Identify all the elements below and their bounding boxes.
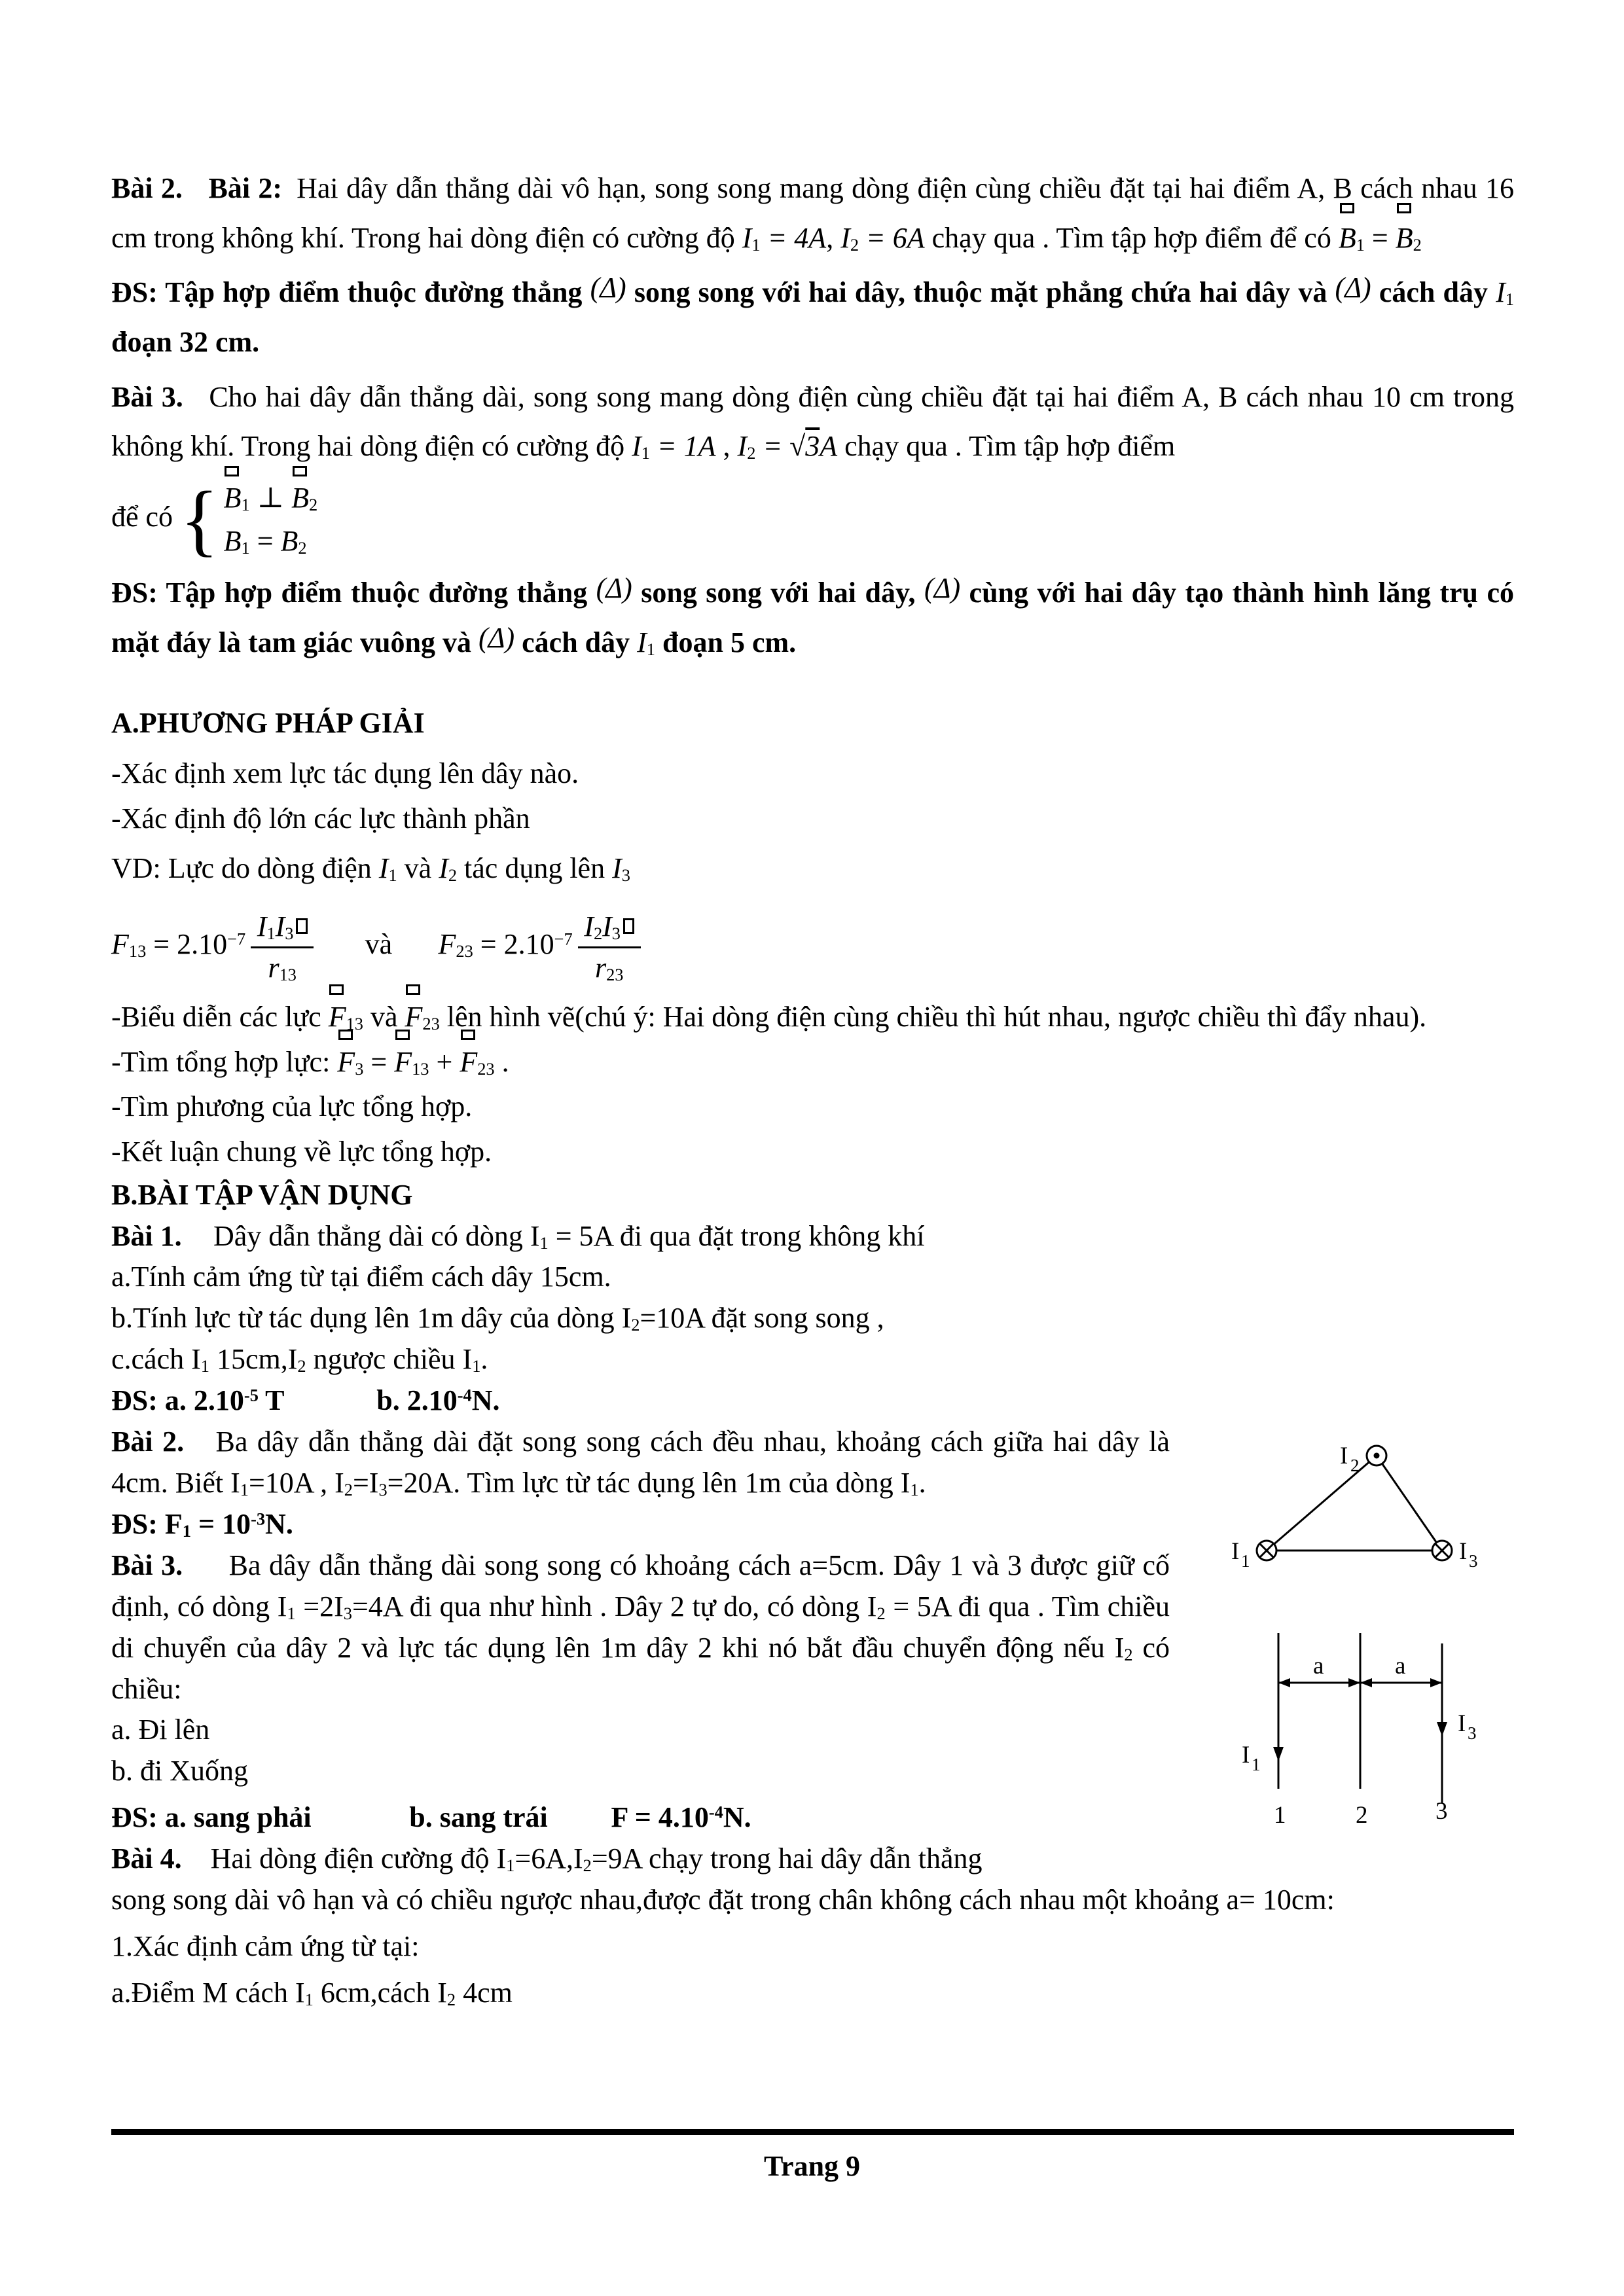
- text-run: B: [291, 476, 309, 520]
- text-run: 2: [448, 865, 458, 885]
- text-run: 2: [631, 1315, 640, 1335]
- text-run: b. 2.10: [376, 1384, 458, 1417]
- text-run: 2: [297, 1356, 306, 1376]
- text-run: +: [429, 1045, 460, 1078]
- text-run: I: [257, 910, 267, 942]
- text-run: -Tìm tổng hợp lực:: [111, 1045, 338, 1078]
- text-run: =10A , I: [248, 1466, 344, 1499]
- exercise-b4-q1a: [111, 1973, 1514, 2014]
- text-run: 2: [344, 1479, 353, 1499]
- text-run: =10A đặt song song ,: [640, 1302, 884, 1335]
- text-run: Bài 3.: [111, 380, 183, 413]
- text-run: r: [594, 952, 607, 984]
- text-run: a.Điểm M cách I: [111, 1976, 305, 2009]
- text-run: 2: [850, 234, 859, 255]
- text-run: (Δ): [1335, 272, 1371, 304]
- text-run: Cho hai dây dẫn thẳng dài, song song mang dòng điện cùng chiều đặt tại hai điểm A, B cách nhau 10 cm trong không khí. Trong hai dòng điện có cường độ: [111, 380, 1514, 463]
- text-run: cùng với hai dây tạo thành hình lăng trụ có mặt đáy là tam giác vuông và: [111, 577, 1515, 658]
- label-i3-sub: 3: [1469, 1551, 1478, 1571]
- text-run: ,: [826, 221, 841, 254]
- exercise-b1-a: [111, 1257, 1514, 1298]
- text-run: 23: [422, 1013, 440, 1033]
- arrowhead-right: [1348, 1678, 1360, 1687]
- text-run: I: [840, 221, 850, 254]
- text-run: song song dài vô hạn và có chiều ngược nhau,được đặt trong chân không cách nhau một khoảng a= 10cm:: [111, 1884, 1335, 1916]
- vector-mark: [406, 984, 420, 995]
- text-run: Bài 4.: [111, 1842, 182, 1875]
- text-run: 2: [1413, 234, 1422, 255]
- text-run: B.BÀI TẬP VẬN DỤNG: [111, 1178, 413, 1211]
- text-run: (Δ): [590, 272, 626, 304]
- label-i3: I: [1458, 1710, 1466, 1738]
- text-run: = 1: [649, 430, 698, 463]
- method-step-5: [111, 1085, 1514, 1130]
- text-run: A: [820, 430, 838, 463]
- label-wire-1: 1: [1274, 1802, 1286, 1829]
- fraction-numerator: [251, 908, 314, 948]
- current-into-page-symbol-i3: [1432, 1541, 1452, 1560]
- current-into-page-symbol-i1: [1257, 1541, 1276, 1560]
- method-step-3: [111, 995, 1514, 1040]
- text-run: -Xác định xem lực tác dụng lên dây nào.: [111, 757, 579, 789]
- text-run: B: [280, 525, 298, 558]
- text-run: N.: [471, 1384, 500, 1417]
- text-run: = 2.10: [146, 928, 228, 961]
- fraction-denominator: [251, 948, 314, 986]
- text-run: 3: [621, 865, 630, 885]
- text-run: = 6: [859, 221, 907, 254]
- text-run: c.cách I: [111, 1343, 201, 1376]
- exercise-b1: [111, 1216, 1514, 1257]
- fraction: [578, 908, 641, 986]
- text-run: .: [480, 1343, 488, 1376]
- text-run: ngược chiều I: [306, 1343, 473, 1376]
- answer-3: [111, 568, 1514, 667]
- text-run: Bài 2.: [111, 1426, 185, 1458]
- text-run: I: [584, 910, 594, 942]
- text-run: =: [249, 525, 281, 558]
- text-run: F: [460, 1040, 477, 1085]
- text-run: 3: [611, 923, 621, 943]
- text-run: I: [612, 852, 622, 885]
- text-run: 2: [298, 537, 307, 558]
- text-run: =9A chạy trong hai dây dẫn thẳng: [591, 1842, 983, 1875]
- text-run: F: [405, 995, 423, 1040]
- text-run: 1: [241, 537, 250, 558]
- text-run: 6cm,cách I: [313, 1976, 447, 2009]
- text-run: b. đi Xuống: [111, 1755, 248, 1787]
- current-direction-arrow-wire1: [1273, 1747, 1284, 1761]
- arrowhead-right: [1430, 1678, 1442, 1687]
- text-run: VD: Lực do dòng điện: [111, 852, 379, 885]
- text-run: 2: [446, 1989, 456, 2009]
- condition-system: [111, 476, 1514, 563]
- label-distance-a-left: a: [1313, 1653, 1324, 1680]
- text-run: F: [329, 995, 346, 1040]
- text-run: .: [918, 1466, 926, 1499]
- answer-b1: [111, 1380, 1514, 1422]
- text-run: a. Đi lên: [111, 1713, 210, 1746]
- dot-symbol: [1374, 1453, 1380, 1459]
- text-run: 13: [128, 941, 147, 961]
- fraction-denominator: [578, 948, 641, 986]
- text-run: 1: [266, 923, 276, 943]
- text-run: Bài 1.: [111, 1219, 182, 1252]
- text-run: I: [439, 852, 448, 885]
- text-run: 4cm: [456, 1976, 513, 2009]
- text-run: -4: [708, 1802, 723, 1822]
- text-run: I: [742, 221, 752, 254]
- text-run: đoạn 32 cm.: [111, 326, 260, 359]
- text-run: 1: [910, 1479, 919, 1499]
- text-run: 23: [606, 964, 624, 984]
- missing-glyph-box: [623, 918, 635, 935]
- text-run: ĐS: a. 2.10: [111, 1384, 244, 1417]
- figures-panel: [1200, 1429, 1514, 1828]
- text-run: chạy qua . Tìm tập hợp điểm: [837, 430, 1176, 463]
- text-run: −7: [227, 929, 246, 949]
- text-run: 2: [876, 1603, 886, 1623]
- text-run: 1: [641, 443, 650, 463]
- text-run: N.: [265, 1507, 293, 1540]
- text-run: ⊥: [249, 482, 292, 514]
- text-run: 1: [1356, 234, 1365, 255]
- text-run: T: [258, 1384, 285, 1417]
- text-run: và: [363, 1001, 405, 1033]
- label-i2: I: [1340, 1443, 1348, 1470]
- text-run: I: [737, 430, 748, 463]
- text-run: F: [337, 1040, 355, 1085]
- text-run: 3: [285, 923, 294, 943]
- text-run: 1: [304, 1989, 314, 2009]
- text-run: 1: [388, 865, 397, 885]
- text-run: .: [494, 1045, 509, 1078]
- text-run: =: [1364, 221, 1396, 254]
- text-run: √: [789, 430, 806, 463]
- text-run: 1.Xác định cảm ứng từ tại:: [111, 1929, 420, 1962]
- force-formulas: [111, 908, 1514, 986]
- heading-exercises: [111, 1175, 1514, 1216]
- text-run: =2I: [295, 1590, 344, 1623]
- method-step-2: [111, 797, 1514, 842]
- exercise-b4-line1: [111, 1839, 1514, 1880]
- text-run: cách dây: [1371, 276, 1496, 309]
- text-run: −7: [554, 929, 573, 949]
- system-left-brace: {: [180, 474, 219, 564]
- label-i1: I: [1242, 1742, 1250, 1769]
- text-run: đoạn 5 cm.: [655, 626, 797, 658]
- vector-mark: [338, 1030, 353, 1040]
- arrowhead-left: [1278, 1678, 1290, 1687]
- text-run: ,: [715, 430, 738, 463]
- text-run: =: [755, 430, 790, 463]
- text-run: b.Tính lực từ tác dụng lên 1m dây của dòng I: [111, 1302, 632, 1335]
- method-step-4: [111, 1040, 1514, 1085]
- figure-three-parallel-wires: [1213, 1625, 1501, 1828]
- text-run: song song với hai dây, thuộc mặt phẳng chứa hai dây và: [626, 276, 1335, 309]
- label-i2-sub: 2: [1350, 1456, 1360, 1476]
- text-run: song song với hai dây,: [632, 577, 924, 609]
- text-run: ĐS: Tập hợp điểm thuộc đường thẳng: [111, 276, 590, 309]
- method-step-1: [111, 751, 1514, 797]
- label-i1-sub: 1: [1241, 1551, 1250, 1571]
- text-run: 1: [646, 639, 655, 659]
- label-i1: I: [1231, 1538, 1240, 1566]
- text-run: và: [365, 928, 393, 961]
- text-run: 1: [200, 1356, 209, 1376]
- text-run: A: [907, 221, 925, 254]
- text-run: 23: [456, 941, 473, 961]
- text-run: để có: [111, 501, 181, 533]
- text-run: 13: [346, 1013, 363, 1033]
- system-row: [224, 476, 318, 520]
- vector-mark: [395, 1030, 410, 1040]
- text-run: = 4: [760, 221, 809, 254]
- footer-rule: [111, 2129, 1514, 2135]
- text-run: 2: [308, 494, 318, 514]
- text-run: (Δ): [478, 621, 515, 654]
- page-number: Trang 9: [763, 2150, 861, 2182]
- text-run: tác dụng lên: [457, 852, 613, 885]
- vector-mark: [293, 466, 307, 476]
- text-run: =: [363, 1045, 395, 1078]
- text-run: = 5A đi qua . Tìm chiều di chuyển của dây 2 và lực tác dụng lên 1m dây 2 khi nó bắt đầu chuyển động nếu I: [111, 1590, 1170, 1664]
- text-run: -3: [251, 1509, 266, 1529]
- text-run: có chiều:: [111, 1631, 1170, 1705]
- text-run: 3: [378, 1479, 388, 1499]
- missing-glyph-box: [296, 918, 308, 935]
- text-run: -Kết luận chung về lực tổng hợp.: [111, 1136, 492, 1168]
- text-run: -Xác định độ lớn các lực thành phần: [111, 802, 530, 834]
- text-run: Ba dây dẫn thẳng dài song song có khoảng cách a=5cm. Dây 1 và 3 được giữ cố định, có dòng I: [111, 1549, 1170, 1623]
- exercise-2-statement: [111, 164, 1514, 262]
- text-run: ĐS: F: [111, 1507, 183, 1540]
- text-run: 2: [1124, 1644, 1133, 1664]
- heading-method: [111, 701, 1514, 746]
- text-run: A: [698, 430, 716, 463]
- current-out-of-page-symbol-i2: [1367, 1446, 1386, 1465]
- vector-mark: [1340, 203, 1354, 213]
- text-run: 1: [287, 1603, 296, 1623]
- system-rows: [224, 476, 318, 563]
- text-run: 23: [477, 1058, 495, 1079]
- exercise-b4-q1: [111, 1926, 1514, 1967]
- text-run: I: [632, 430, 641, 463]
- text-run: r: [268, 952, 280, 984]
- text-run: và: [397, 852, 439, 885]
- system-row: [224, 520, 318, 563]
- exercise-b1-c: [111, 1339, 1514, 1380]
- arrowhead-left: [1360, 1678, 1372, 1687]
- text-run: F: [438, 928, 456, 961]
- text-run: B: [1396, 213, 1413, 263]
- text-run: -Biểu diễn các lực: [111, 1001, 329, 1033]
- equation-system: [180, 476, 317, 563]
- text-run: 15cm,I: [209, 1343, 298, 1376]
- text-run: I: [637, 626, 647, 658]
- text-run: (Δ): [596, 572, 632, 604]
- text-run: cách dây: [514, 626, 638, 658]
- text-run: =6A,I: [514, 1842, 583, 1875]
- text-run: -5: [244, 1385, 259, 1405]
- method-example: [111, 846, 1514, 891]
- vector-mark: [329, 984, 344, 995]
- text-run: Bài 2:: [208, 172, 283, 204]
- fraction: [251, 908, 314, 986]
- text-run: N.: [723, 1801, 751, 1834]
- text-run: lên hình vẽ(chú ý: Hai dòng điện cùng chiều thì hút nhau, ngược chiều thì đẩy nhau).: [439, 1001, 1427, 1033]
- text-run: 3: [355, 1058, 364, 1079]
- text-run: F: [394, 1040, 412, 1085]
- wires: [1278, 1633, 1442, 1803]
- text-run: I: [378, 852, 389, 885]
- text-run: 1: [751, 234, 761, 255]
- text-run: 1: [539, 1232, 549, 1253]
- label-wire-3: 3: [1435, 1798, 1448, 1825]
- text-run: 1: [182, 1520, 191, 1541]
- exercise-3-statement: [111, 372, 1514, 471]
- text-run: I: [275, 910, 285, 942]
- exercise-b1-b: [111, 1298, 1514, 1339]
- label-i1-sub: 1: [1252, 1755, 1261, 1775]
- text-run: F = 4.10: [611, 1801, 709, 1834]
- triangle-edge: [1267, 1456, 1377, 1551]
- text-run: chạy qua . Tìm tập hợp điểm để có: [924, 221, 1339, 254]
- text-run: -Tìm phương của lực tổng hợp.: [111, 1090, 473, 1123]
- text-run: =20A. Tìm lực từ tác dụng lên 1m của dòng I: [387, 1466, 911, 1499]
- text-run: 13: [412, 1058, 429, 1079]
- text-run: 1: [472, 1356, 481, 1376]
- text-run: 3: [343, 1603, 352, 1623]
- label-i3: I: [1459, 1538, 1468, 1566]
- text-run: I: [1496, 276, 1506, 309]
- text-run: F: [111, 928, 129, 961]
- text-run: Dây dẫn thẳng dài có dòng I: [213, 1219, 540, 1252]
- text-run: =4A đi qua như hình . Dây 2 tự do, có dòng I: [352, 1590, 877, 1623]
- text-run: 2: [747, 443, 756, 463]
- text-run: 13: [279, 964, 297, 984]
- method-step-6: [111, 1130, 1514, 1175]
- text-run: B: [1339, 213, 1356, 263]
- label-distance-a-right: a: [1395, 1653, 1406, 1680]
- text-run: b. sang trái: [409, 1801, 548, 1834]
- vector-mark: [1397, 203, 1411, 213]
- text-run: B: [224, 476, 242, 520]
- text-run: =I: [352, 1466, 379, 1499]
- document-content: [111, 164, 1514, 2014]
- text-run: ĐS: a. sang phải: [111, 1801, 312, 1834]
- text-run: A: [808, 221, 827, 254]
- label-i3-sub: 3: [1468, 1723, 1477, 1744]
- text-run: (Δ): [924, 572, 961, 604]
- fraction-numerator: [578, 908, 641, 948]
- text-run: 1: [240, 1479, 249, 1499]
- text-run: Bài 3.: [111, 1549, 183, 1581]
- text-run: 2: [583, 1855, 592, 1875]
- text-run: I: [602, 910, 612, 942]
- figure-triangle-currents: [1226, 1429, 1488, 1583]
- answer-2: [111, 268, 1514, 367]
- vector-mark: [461, 1030, 475, 1040]
- current-direction-arrow-wire3: [1437, 1722, 1447, 1736]
- text-run: 1: [241, 494, 250, 514]
- text-run: = 2.10: [473, 928, 554, 961]
- text-run: Hai dây dẫn thẳng dài vô hạn, song song mang dòng điện cùng chiều đặt tại hai điểm A, B cách nhau 16 cm trong không khí. Trong hai dòng điện có cường độ: [111, 172, 1515, 254]
- text-run: 2: [593, 923, 603, 943]
- text-run: = 10: [190, 1507, 251, 1540]
- section-top-and-method: [111, 164, 1514, 1422]
- text-run: 3: [805, 430, 820, 463]
- text-run: a.Tính cảm ứng từ tại điểm cách dây 15cm.: [111, 1261, 611, 1293]
- text-run: A.PHƯƠNG PHÁP GIẢI: [111, 707, 425, 740]
- text-run: ĐS: Tập hợp điểm thuộc đường thẳng: [111, 577, 596, 609]
- text-run: 1: [506, 1855, 515, 1875]
- text-run: Bài 2.: [111, 172, 183, 204]
- text-run: Hai dòng điện cường độ I: [210, 1842, 507, 1875]
- text-run: Ba dây dẫn thẳng dài đặt song song cách đều nhau, khoảng cách giữa hai dây là 4cm. Biết I: [111, 1426, 1170, 1499]
- text-run: = 5A đi qua đặt trong không khí: [548, 1219, 925, 1252]
- text-run: 1: [1505, 289, 1514, 310]
- text-run: B: [223, 525, 242, 558]
- vector-mark: [225, 466, 239, 476]
- triangle-edge: [1377, 1456, 1442, 1551]
- exercise-b4-line2: [111, 1880, 1514, 1921]
- label-wire-2: 2: [1356, 1802, 1368, 1829]
- text-run: -4: [457, 1385, 472, 1405]
